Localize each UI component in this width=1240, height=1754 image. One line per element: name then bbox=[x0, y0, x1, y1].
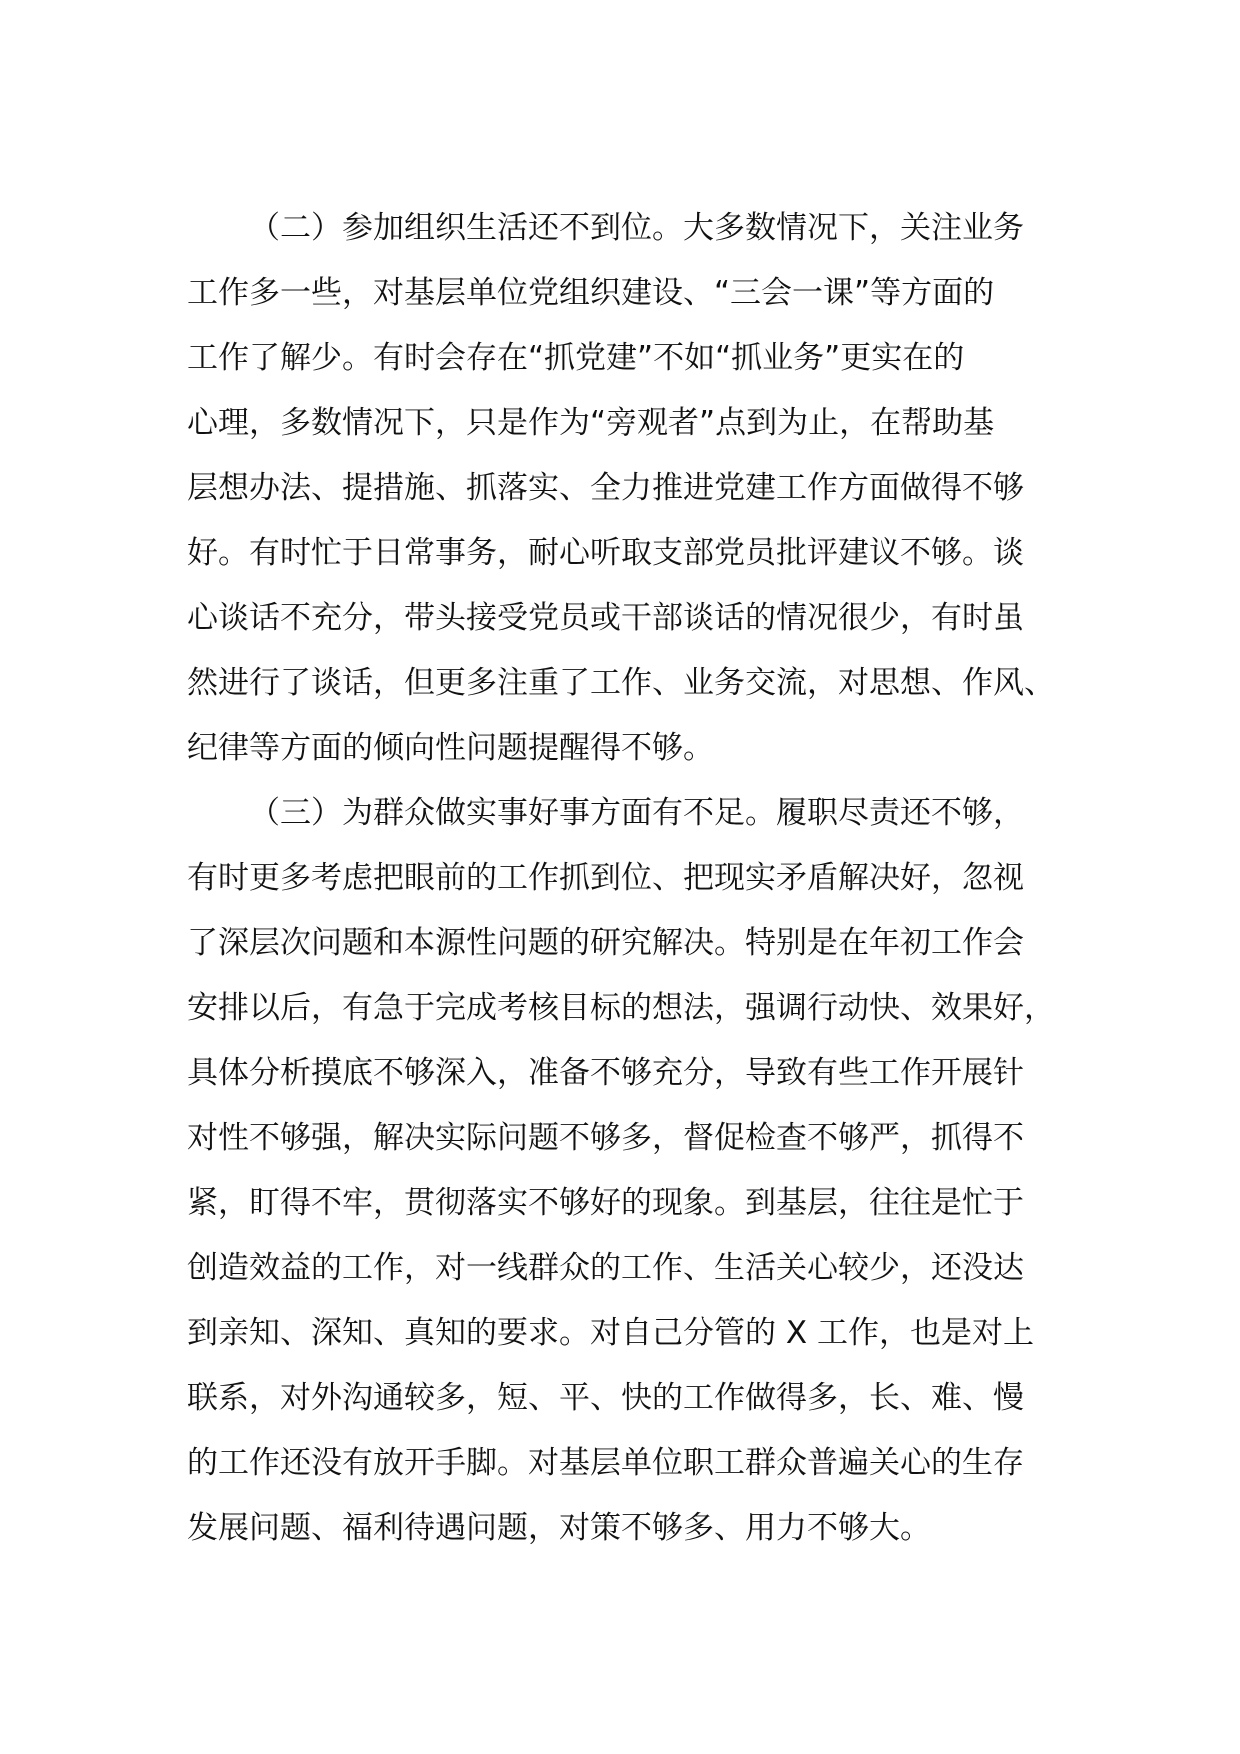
paragraph-line: 紧，盯得不牢，贯彻落实不够好的现象。到基层，往往是忙于 bbox=[187, 1185, 1024, 1221]
paragraph-3 bbox=[187, 781, 1062, 1561]
paragraph-line: （二）参加组织生活还不到位。大多数情况下，关注业务 bbox=[249, 210, 1024, 246]
paragraph-line: 创造效益的工作，对一线群众的工作、生活关心较少，还没达 bbox=[187, 1250, 1024, 1286]
paragraph-line: 的工作还没有放开手脚。对基层单位职工群众普遍关心的生存 bbox=[187, 1445, 1024, 1481]
paragraph-line: 发展问题、福利待遇问题，对策不够多、用力不够大。 bbox=[187, 1510, 931, 1546]
paragraph-line: 具体分析摸底不够深入，准备不够充分，导致有些工作开展针 bbox=[187, 1055, 1024, 1091]
paragraph-line: 心理，多数情况下，只是作为“旁观者”点到为止，在帮助基 bbox=[187, 405, 995, 441]
paragraph-line: 纪律等方面的倾向性问题提醒得不够。 bbox=[187, 730, 714, 766]
document-body bbox=[187, 196, 1062, 1561]
paragraph-line: 安排以后，有急于完成考核目标的想法，强调行动快、效果好， bbox=[187, 990, 1055, 1026]
paragraph-line: 心谈话不充分，带头接受党员或干部谈话的情况很少，有时虽 bbox=[187, 600, 1024, 636]
paragraph-line: 了深层次问题和本源性问题的研究解决。特别是在年初工作会 bbox=[187, 925, 1024, 961]
paragraph-line: 对性不够强，解决实际问题不够多，督促检查不够严，抓得不 bbox=[187, 1120, 1024, 1156]
paragraph-line: 工作了解少。有时会存在“抓党建”不如“抓业务”更实在的 bbox=[187, 340, 965, 376]
paragraph-line: 层想办法、提措施、抓落实、全力推进党建工作方面做得不够 bbox=[187, 470, 1024, 506]
paragraph-2 bbox=[187, 196, 1062, 781]
paragraph-line: 工作多一些，对基层单位党组织建设、“三会一课”等方面的 bbox=[187, 275, 995, 311]
paragraph-line: 到亲知、深知、真知的要求。对自己分管的 X 工作，也是对上 bbox=[187, 1315, 1034, 1351]
paragraph-line: 有时更多考虑把眼前的工作抓到位、把现实矛盾解决好，忽视 bbox=[187, 860, 1024, 896]
paragraph-line: 好。有时忙于日常事务，耐心听取支部党员批评建议不够。谈 bbox=[187, 535, 1024, 571]
paragraph-line: （三）为群众做实事好事方面有不足。履职尽责还不够， bbox=[249, 795, 1024, 831]
paragraph-line: 联系，对外沟通较多，短、平、快的工作做得多，长、难、慢 bbox=[187, 1380, 1024, 1416]
paragraph-line: 然进行了谈话，但更多注重了工作、业务交流，对思想、作风、 bbox=[187, 665, 1055, 701]
